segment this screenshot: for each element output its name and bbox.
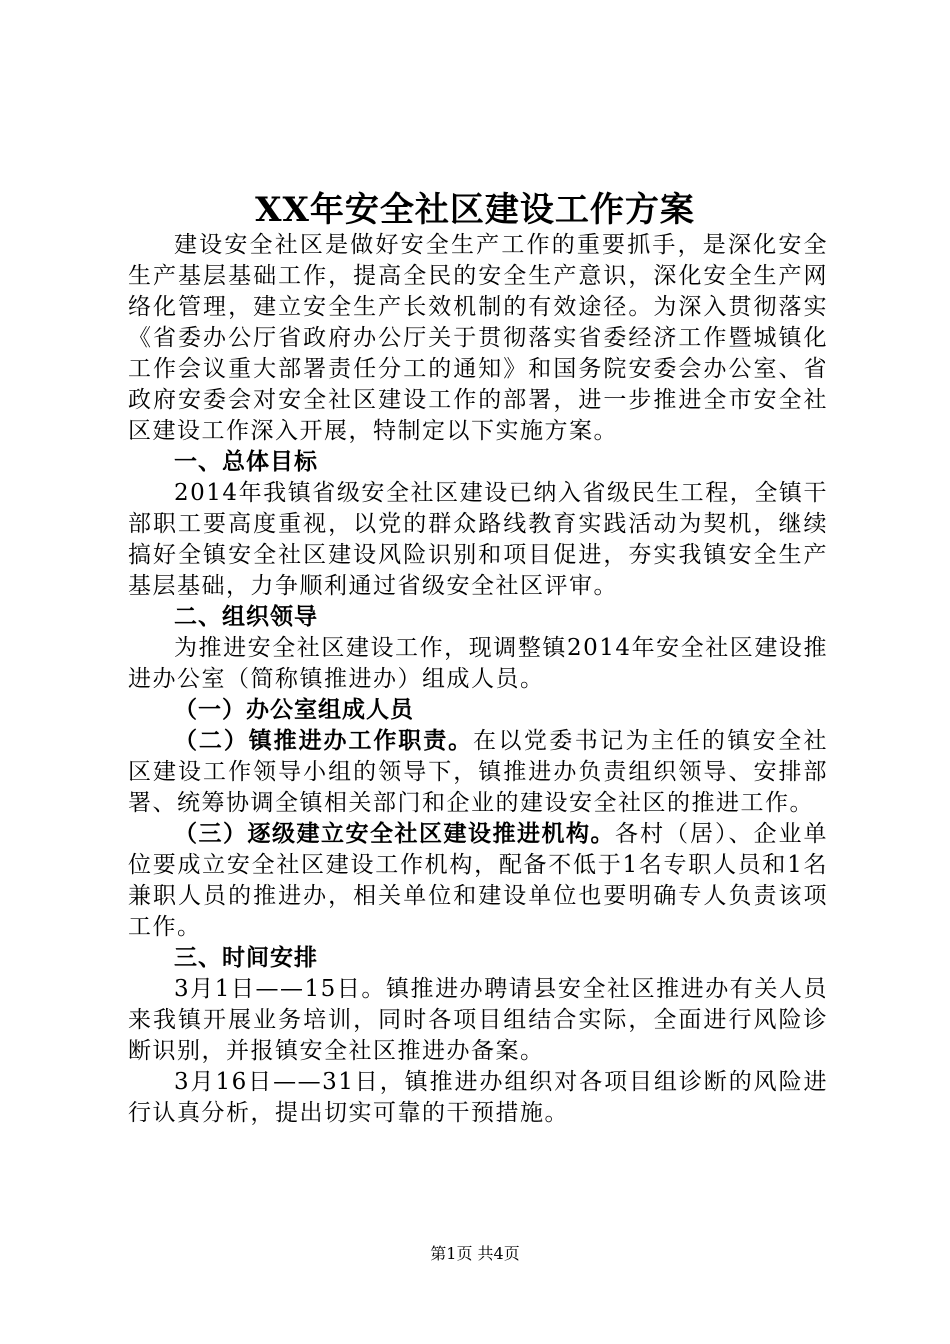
schedule-paragraph-2: 3月16日——31日，镇推进办组织对各项目组诊断的风险进行认真分析，提出切实可靠的干预措施。: [128, 1069, 828, 1126]
mechanism-text: 各村（居）、企业单位要成立安全社区建设工作机构，配备不低于1名专职人员和1名兼职人员的推进办，相关单位和建设单位也要明确专人负责该项工作。: [128, 821, 828, 940]
intro-paragraph: 建设安全社区是做好安全生产工作的重要抓手，是深化安全生产基层基础工作，提高全民的安全生产意识，深化安全生产网络化管理，建立安全生产长效机制的有效途径。为深入贯彻落实《省委办公厅省政府办公厅关于贯彻落实省委经济工作暨城镇化工作会议重大部署责任分工的通知》和国务院安委会办公室、省政府安委会对安全社区建设工作的部署，进一步推进全市安全社区建设工作深入开展，特制定以下实施方案。: [128, 232, 828, 444]
duties-text: 在以党委书记为主任的镇安全社区建设工作领导小组的领导下，镇推进办负责组织领导、安排部署、统筹协调全镇相关部门和企业的建设安全社区的推进工作。: [128, 728, 829, 816]
section-heading-goals: 一、总体目标: [174, 449, 318, 475]
duties-lead: （二）镇推进办工作职责。: [174, 728, 474, 754]
subheading-office-members: （一）办公室组成人员: [174, 697, 414, 723]
document-title: XX年安全社区建设工作方案: [255, 190, 695, 230]
section-heading-schedule: 三、时间安排: [174, 945, 318, 971]
mechanism-lead: （三）逐级建立安全社区建设推进机构。: [174, 821, 615, 847]
mechanism-paragraph: [128, 819, 828, 943]
duties-paragraph: [128, 726, 828, 819]
page-number-footer: 第1页 共4页: [430, 1244, 520, 1263]
schedule-paragraph-1: 3月1日——15日。镇推进办聘请县安全社区推进办有关人员来我镇开展业务培训，同时各项目组结合实际，全面进行风险诊断识别，并报镇安全社区推进办备案。: [128, 976, 828, 1064]
goals-paragraph: 2014年我镇省级安全社区建设已纳入省级民生工程，全镇干部职工要高度重视，以党的群众路线教育实践活动为契机，继续搞好全镇安全社区建设风险识别和项目促进，夯实我镇安全生产基层基础，力争顺利通过省级安全社区评审。: [128, 480, 828, 599]
section-heading-organization: 二、组织领导: [174, 604, 318, 630]
document-body: [128, 230, 828, 1129]
organization-paragraph: 为推进安全社区建设工作，现调整镇2014年安全社区建设推进办公室（简称镇推进办）组成人员。: [128, 635, 828, 692]
